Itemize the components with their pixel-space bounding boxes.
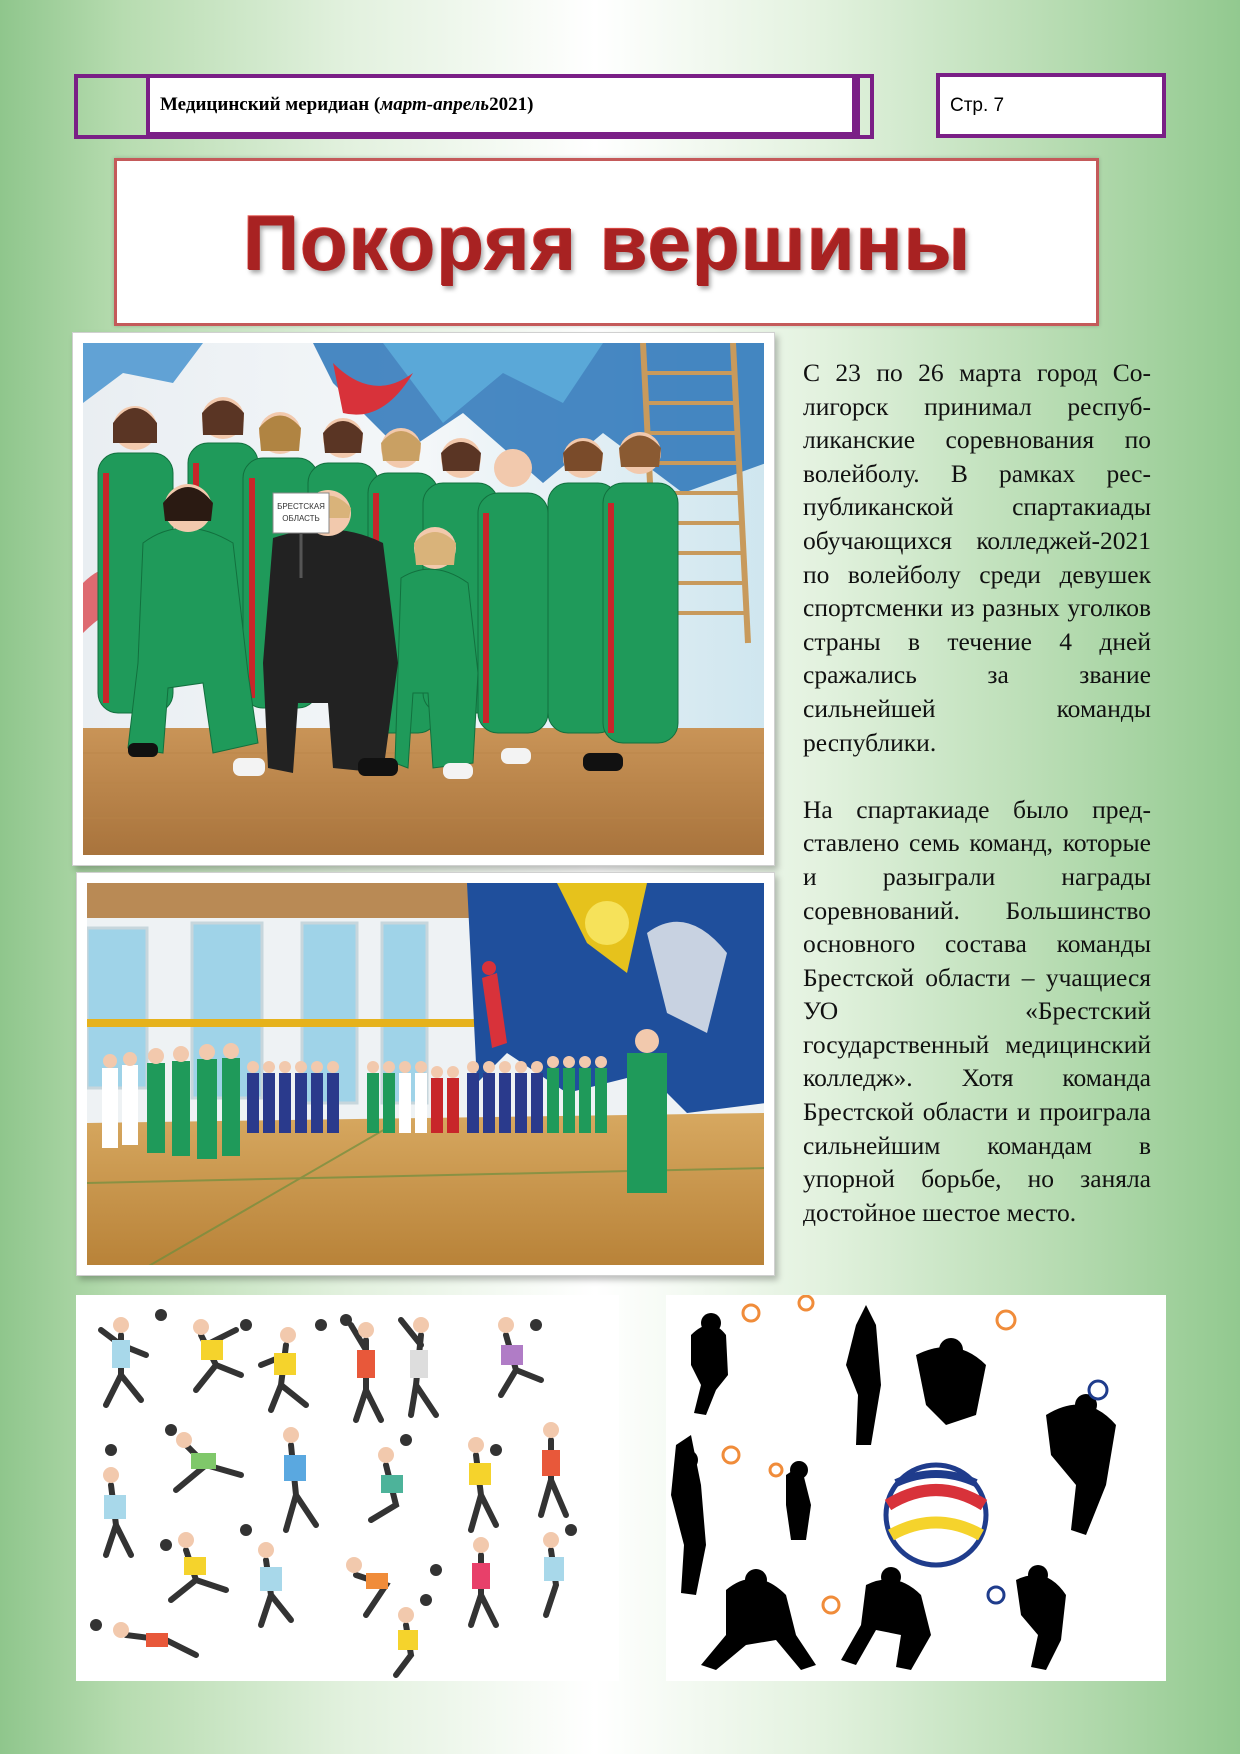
header-divider [856, 76, 874, 138]
team-photo-frame [72, 332, 775, 866]
page-number: Стр. 7 [950, 94, 1005, 116]
article-paragraph-1: С 23 по 26 марта город Солигорск принимал республиканские соревнования по волейболу. В рамках республиканской спартакиады обучающихся колледжей-2021 по волейболу среди девушек спортсменки из разных уголков страны в течение 4 дней сражались за звание сильнейшей команды республики. [803, 358, 1151, 757]
team-photo [83, 343, 764, 855]
issue-year: 2021) [489, 94, 534, 115]
silhouettes-image [666, 1295, 1166, 1681]
team-sign-line2: ОБЛАСТЬ [282, 514, 320, 523]
article-body [803, 356, 1151, 1229]
issue-period: март-апрель [380, 94, 490, 115]
gym-hall-image [87, 883, 764, 1265]
article-paragraph-2: На спартакиаде было представлено семь команд, которые и разыграли награды соревнований. Большинство основного состава команды Брестской области – учащиеся УО «Брестский государственный медицинский колледж». Хотя команда Брестской области и проиграла сильнейшим командам в упорной борьбе, но заняла достойное шестое место. [803, 794, 1151, 1227]
volleyball-silhouettes-illustration [666, 1295, 1166, 1681]
publication-name: Медицинский меридиан ( [160, 94, 381, 115]
title-banner [114, 158, 1099, 326]
publication-header [146, 74, 856, 136]
gym-hall-photo-frame [76, 872, 775, 1276]
colorful-players-image [76, 1295, 619, 1681]
page-title: Покоряя вершины [242, 197, 971, 286]
team-sign-line1: БРЕСТСКАЯ [277, 502, 325, 511]
gym-hall-photo [87, 883, 764, 1265]
volleyball-players-illustration [76, 1295, 619, 1681]
team-photo-image [83, 343, 764, 855]
page-number-box [936, 73, 1166, 138]
